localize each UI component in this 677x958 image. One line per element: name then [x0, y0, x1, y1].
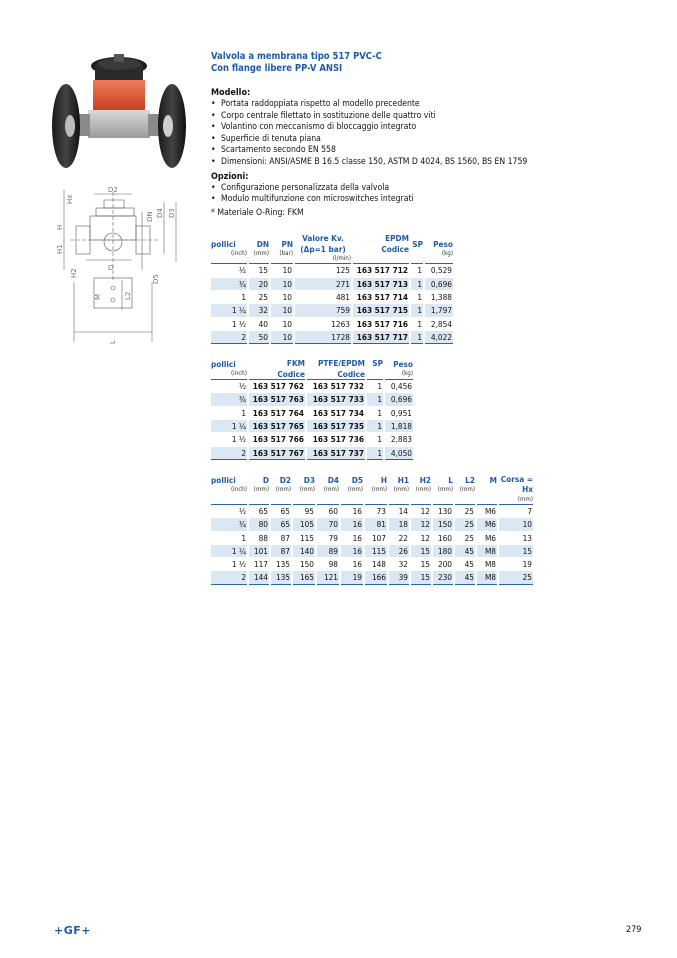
- page-title: [211, 51, 571, 74]
- cell-dn: 15: [249, 264, 269, 277]
- cell-ptfe: 163 517 732: [307, 380, 365, 393]
- cell-l: 160: [433, 532, 453, 545]
- cell-h2: 15: [411, 558, 431, 571]
- cell-d4: 70: [317, 518, 339, 531]
- cell-m: M6: [477, 518, 497, 531]
- cell-weight: 0,951: [385, 407, 413, 420]
- cell-fkm: 163 517 767: [249, 447, 305, 460]
- cell-sp: 1: [367, 433, 383, 446]
- cell-inch: 1: [211, 407, 247, 420]
- cell-d5: 19: [341, 571, 363, 584]
- cell-sp: 1: [411, 304, 423, 317]
- col-pn: PN (bar): [271, 233, 293, 264]
- cell-fkm: 163 517 766: [249, 433, 305, 446]
- col-ptfe-code: PTFE/EPDM Codice: [307, 358, 365, 380]
- table-row: [211, 278, 453, 291]
- cell-h2: 12: [411, 532, 431, 545]
- cell-weight: 4,050: [385, 447, 413, 460]
- cell-d: 80: [249, 518, 269, 531]
- col-l2: L2 (mm): [455, 474, 475, 505]
- cell-ptfe: 163 517 735: [307, 420, 365, 433]
- col-d3: D3 (mm): [293, 474, 315, 505]
- cell-weight: 4,022: [425, 331, 453, 344]
- cell-l2: 45: [455, 571, 475, 584]
- options-bullet-list: [211, 183, 571, 206]
- cell-h: 81: [365, 518, 387, 531]
- cell-h: 107: [365, 532, 387, 545]
- cell-l: 230: [433, 571, 453, 584]
- col-h2: H2 (mm): [411, 474, 431, 505]
- cell-dn: 32: [249, 304, 269, 317]
- drawing-label-h1: H1: [56, 244, 64, 254]
- cell-fkm: 163 517 762: [249, 380, 305, 393]
- cell-inch: 1 ½: [211, 318, 247, 331]
- cell-weight: 2,854: [425, 318, 453, 331]
- cell-d3: 115: [293, 532, 315, 545]
- cell-code: 163 517 715: [353, 304, 409, 317]
- cell-inch: ½: [211, 380, 247, 393]
- cell-d3: 95: [293, 505, 315, 518]
- cell-fkm: 163 517 764: [249, 407, 305, 420]
- list-item: • Corpo centrale filettato in sostituzione delle quattro viti: [211, 111, 571, 123]
- cell-inch: 1 ½: [211, 558, 247, 571]
- cell-d4: 121: [317, 571, 339, 584]
- cell-h1: 39: [389, 571, 409, 584]
- cell-h: 115: [365, 545, 387, 558]
- col-d5: D5 (mm): [341, 474, 363, 505]
- col-inch: pollici (inch): [211, 358, 247, 380]
- cell-inch: ¾: [211, 278, 247, 291]
- main-content: [211, 51, 571, 585]
- cell-l2: 25: [455, 505, 475, 518]
- cell-d2: 87: [271, 545, 291, 558]
- cell-pn: 10: [271, 318, 293, 331]
- cell-kv: 1263: [295, 318, 351, 331]
- cell-code: 163 517 717: [353, 331, 409, 344]
- col-stroke: Corsa = Hx (mm): [500, 473, 533, 503]
- cell-h: 166: [365, 571, 387, 584]
- drawing-label-d3: D3: [168, 208, 176, 218]
- cell-m: M8: [477, 558, 497, 571]
- col-dn: DN (mm): [249, 233, 269, 264]
- col-epdm-code: EPDM Codice: [353, 233, 409, 264]
- list-item: • Superficie di tenuta piana: [211, 134, 571, 146]
- cell-l: 180: [433, 545, 453, 558]
- cell-d: 101: [249, 545, 269, 558]
- cell-inch: 1 ¼: [211, 420, 247, 433]
- cell-inch: 1 ¼: [211, 545, 247, 558]
- cell-inch: 1 ½: [211, 433, 247, 446]
- cell-d3: 165: [293, 571, 315, 584]
- cell-d5: 16: [341, 545, 363, 558]
- cell-d5: 16: [341, 558, 363, 571]
- cell-kv: 271: [295, 278, 351, 291]
- list-item: • Portata raddoppiata rispetto al modello precedente: [211, 99, 571, 111]
- cell-d: 117: [249, 558, 269, 571]
- cell-d5: 16: [341, 505, 363, 518]
- cell-code: 163 517 713: [353, 278, 409, 291]
- table-epdm: [209, 233, 455, 344]
- options-heading: Opzioni:: [211, 171, 249, 182]
- cell-pn: 10: [271, 291, 293, 304]
- cell-hx: 10: [499, 518, 533, 531]
- cell-d4: 60: [317, 505, 339, 518]
- cell-l2: 25: [455, 518, 475, 531]
- cell-sp: 1: [367, 447, 383, 460]
- col-inch: pollici (inch): [211, 233, 247, 264]
- cell-code: 163 517 714: [353, 291, 409, 304]
- col-h1: H1 (mm): [389, 474, 409, 505]
- col-fkm-code: FKM Codice: [249, 358, 305, 380]
- drawing-label-dn: DN: [146, 211, 154, 222]
- drawing-label-d: D: [108, 264, 114, 272]
- cell-inch: ½: [211, 264, 247, 277]
- cell-code: 163 517 716: [353, 318, 409, 331]
- cell-dn: 20: [249, 278, 269, 291]
- cell-d5: 16: [341, 518, 363, 531]
- cell-hx: 19: [499, 558, 533, 571]
- cell-kv: 481: [295, 291, 351, 304]
- cell-h2: 15: [411, 545, 431, 558]
- table-row: [211, 407, 413, 420]
- cell-inch: ¾: [211, 518, 247, 531]
- drawing-label-hx: Hx: [66, 194, 74, 204]
- table-row: [211, 545, 533, 558]
- table-row: [211, 532, 533, 545]
- cell-inch: ¾: [211, 393, 247, 406]
- table-row: [211, 304, 453, 317]
- cell-sp: 1: [411, 291, 423, 304]
- cell-inch: 2: [211, 331, 247, 344]
- cell-d3: 140: [293, 545, 315, 558]
- cell-weight: 0,696: [425, 278, 453, 291]
- cell-h1: 32: [389, 558, 409, 571]
- table-dimensions: [209, 474, 535, 585]
- col-d4: D4 (mm): [317, 474, 339, 505]
- col-weight: Peso (kg): [385, 358, 413, 380]
- table-row: [211, 264, 453, 277]
- table-row: [211, 393, 413, 406]
- cell-l: 200: [433, 558, 453, 571]
- cell-inch: 1: [211, 291, 247, 304]
- cell-l2: 45: [455, 545, 475, 558]
- col-d2: D2 (mm): [271, 474, 291, 505]
- list-item: • Configurazione personalizzata della valvola: [211, 183, 571, 195]
- cell-sp: 1: [411, 318, 423, 331]
- title-line-2: Con flange libere PP-V ANSI: [211, 62, 343, 74]
- cell-hx: 15: [499, 545, 533, 558]
- col-kv: Valore Kv. (Δp=1 bar) (l/min): [295, 233, 351, 264]
- list-item: • Volantino con meccanismo di bloccaggio integrato: [211, 122, 571, 134]
- cell-d2: 65: [271, 505, 291, 518]
- cell-inch: 2: [211, 447, 247, 460]
- valve-dimension-drawing: [56, 182, 190, 350]
- cell-ptfe: 163 517 736: [307, 433, 365, 446]
- cell-m: M6: [477, 505, 497, 518]
- col-d: D (mm): [249, 474, 269, 505]
- cell-inch: ½: [211, 505, 247, 518]
- table-row: [211, 291, 453, 304]
- cell-dn: 50: [249, 331, 269, 344]
- table-row: [211, 331, 453, 344]
- cell-inch: 2: [211, 571, 247, 584]
- list-item: • Modulo multifunzione con microswitches integrati: [211, 194, 571, 206]
- cell-sp: 1: [367, 380, 383, 393]
- col-h: H (mm): [365, 474, 387, 505]
- list-item: • Scartamento secondo EN 558: [211, 145, 571, 157]
- cell-weight: 1,388: [425, 291, 453, 304]
- cell-pn: 10: [271, 264, 293, 277]
- cell-h: 73: [365, 505, 387, 518]
- model-heading: Modello:: [211, 88, 251, 98]
- cell-d5: 16: [341, 532, 363, 545]
- col-sp: SP: [367, 358, 383, 380]
- table-row: [211, 518, 533, 531]
- cell-dn: 40: [249, 318, 269, 331]
- cell-hx: 7: [499, 505, 533, 518]
- cell-h2: 12: [411, 505, 431, 518]
- drawing-label-d5: D5: [152, 274, 160, 284]
- page-number: 279: [626, 925, 642, 935]
- cell-h1: 14: [389, 505, 409, 518]
- cell-kv: 1728: [295, 331, 351, 344]
- cell-h1: 18: [389, 518, 409, 531]
- table-row: [211, 558, 533, 571]
- cell-l: 150: [433, 518, 453, 531]
- cell-d4: 89: [317, 545, 339, 558]
- cell-weight: 0,696: [385, 393, 413, 406]
- title-line-1: Valvola a membrana tipo 517 PVC-C: [211, 51, 382, 62]
- cell-d: 144: [249, 571, 269, 584]
- cell-d: 88: [249, 532, 269, 545]
- cell-sp: 1: [411, 331, 423, 344]
- cell-ptfe: 163 517 734: [307, 407, 365, 420]
- cell-d4: 79: [317, 532, 339, 545]
- cell-weight: 1,797: [425, 304, 453, 317]
- cell-dn: 25: [249, 291, 269, 304]
- cell-d3: 105: [293, 518, 315, 531]
- cell-weight: 2,883: [385, 433, 413, 446]
- cell-sp: 1: [367, 420, 383, 433]
- drawing-label-d2: D2: [108, 186, 118, 194]
- cell-inch: 1 ¼: [211, 304, 247, 317]
- table-row: [211, 505, 533, 518]
- drawing-label-d4: D4: [156, 208, 164, 218]
- cell-pn: 10: [271, 278, 293, 291]
- cell-l: 130: [433, 505, 453, 518]
- table-row: [211, 380, 413, 393]
- cell-h: 148: [365, 558, 387, 571]
- model-bullet-list: [211, 99, 571, 169]
- cell-kv: 125: [295, 264, 351, 277]
- table-row: [211, 318, 453, 331]
- cell-h2: 12: [411, 518, 431, 531]
- cell-d: 65: [249, 505, 269, 518]
- valve-product-photo: [48, 52, 190, 170]
- cell-d2: 135: [271, 571, 291, 584]
- cell-weight: 0,529: [425, 264, 453, 277]
- cell-d2: 65: [271, 518, 291, 531]
- cell-sp: 1: [367, 393, 383, 406]
- cell-m: M8: [477, 571, 497, 584]
- cell-d3: 150: [293, 558, 315, 571]
- cell-ptfe: 163 517 737: [307, 447, 365, 460]
- cell-l2: 25: [455, 532, 475, 545]
- cell-h1: 22: [389, 532, 409, 545]
- col-weight: Peso (kg): [425, 233, 453, 264]
- cell-hx: 13: [499, 532, 533, 545]
- cell-weight: 1,818: [385, 420, 413, 433]
- cell-fkm: 163 517 763: [249, 393, 305, 406]
- cell-pn: 10: [271, 304, 293, 317]
- cell-d4: 98: [317, 558, 339, 571]
- cell-pn: 10: [271, 331, 293, 344]
- cell-h2: 15: [411, 571, 431, 584]
- table-fkm-ptfe: [209, 358, 415, 460]
- drawing-label-h: H: [56, 224, 64, 230]
- table-row: [211, 433, 413, 446]
- cell-code: 163 517 712: [353, 264, 409, 277]
- cell-hx: 25: [499, 571, 533, 584]
- drawing-label-m: M: [94, 293, 102, 300]
- cell-m: M8: [477, 545, 497, 558]
- cell-ptfe: 163 517 733: [307, 393, 365, 406]
- col-sp: SP: [411, 233, 423, 264]
- cell-d2: 135: [271, 558, 291, 571]
- cell-weight: 0,456: [385, 380, 413, 393]
- cell-inch: 1: [211, 532, 247, 545]
- cell-d2: 87: [271, 532, 291, 545]
- gf-logo: +GF+: [54, 924, 91, 937]
- col-l: L (mm): [433, 474, 453, 505]
- cell-m: M6: [477, 532, 497, 545]
- col-m: M: [477, 474, 497, 505]
- drawing-label-l: L: [109, 340, 117, 344]
- cell-fkm: 163 517 765: [249, 420, 305, 433]
- col-inch: pollici (inch): [211, 474, 247, 505]
- cell-sp: 1: [367, 407, 383, 420]
- table-row: [211, 447, 413, 460]
- cell-sp: 1: [411, 264, 423, 277]
- material-note: * Materiale O-Ring: FKM: [211, 207, 304, 218]
- cell-l2: 45: [455, 558, 475, 571]
- table-row: [211, 420, 413, 433]
- drawing-label-h2: H2: [70, 268, 78, 278]
- cell-h1: 26: [389, 545, 409, 558]
- list-item: • Dimensioni: ANSI/ASME B 16.5 classe 150, ASTM D 4024, BS 1560, BS EN 1759: [211, 157, 571, 169]
- table-row: [211, 571, 533, 584]
- cell-kv: 759: [295, 304, 351, 317]
- cell-sp: 1: [411, 278, 423, 291]
- drawing-label-l2: L2: [124, 291, 132, 300]
